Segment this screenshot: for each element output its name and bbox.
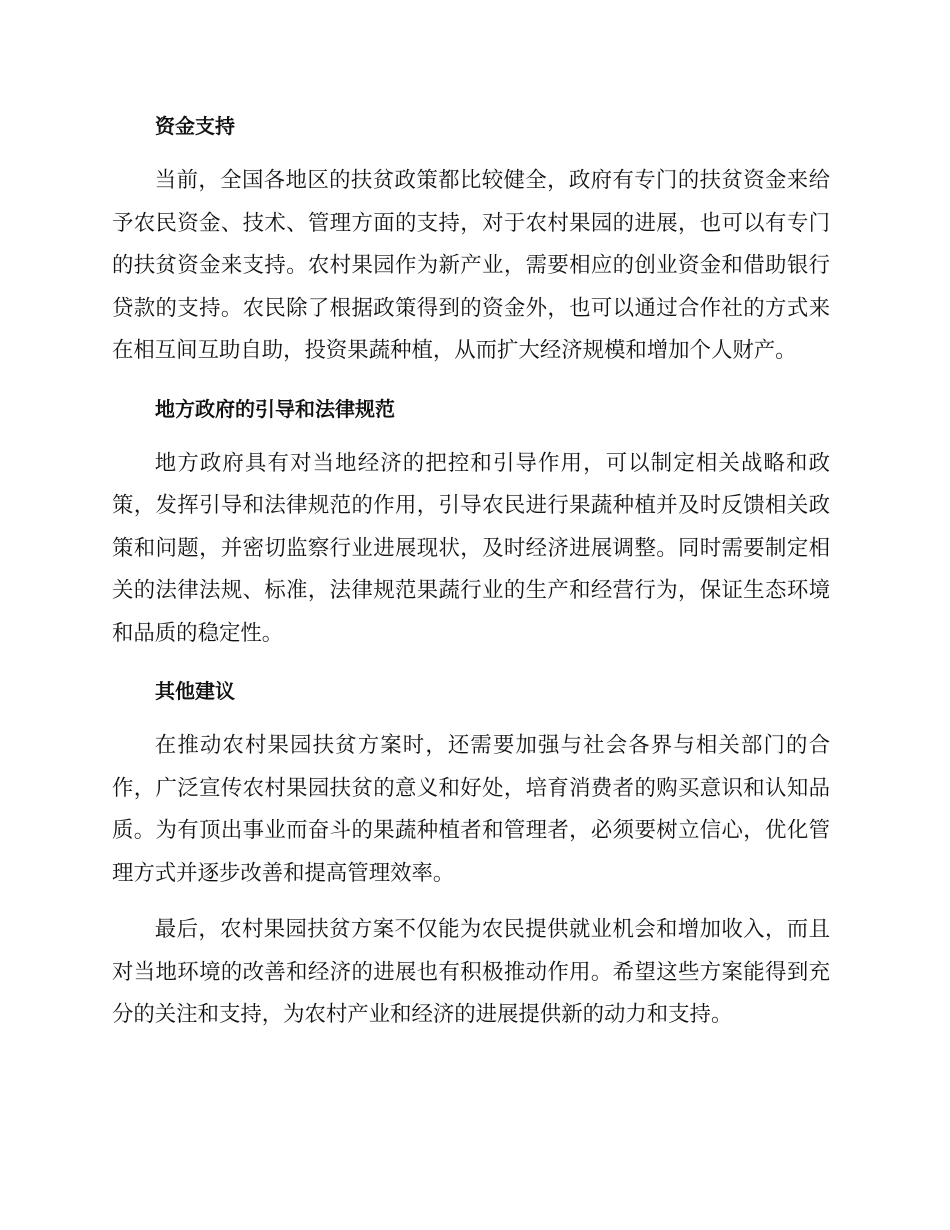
paragraph-funding: 当前，全国各地区的扶贫政策都比较健全，政府有专门的扶贫资金来给予农民资金、技术、管理方面的支持，对于农村果园的进展，也可以有专门的扶贫资金来支持。农村果园作为新产业，需要相应的创业资金和借助银行贷款的支持。农民除了根据政策得到的资金外，也可以通过合作社的方式来在相互间互助自助，投资果蔬种植，从而扩大经济规模和增加个人财产。 [112, 168, 830, 363]
section-heading-government: 地方政府的引导和法律规范 [155, 396, 395, 421]
document-page [112, 104, 830, 1037]
paragraph-conclusion: 最后，农村果园扶贫方案不仅能为农民提供就业机会和增加收入，而且对当地环境的改善和经济的进展也有积极推动作用。希望这些方案能得到充分的关注和支持，为农村产业和经济的进展提供新的动力和支持。 [112, 917, 830, 1027]
spacer [112, 655, 830, 669]
spacer [112, 373, 830, 387]
paragraph-government: 地方政府具有对当地经济的把控和引导作用，可以制定相关战略和政策，发挥引导和法律规范的作用，引导农民进行果蔬种植并及时反馈相关政策和问题，并密切监察行业进展现状，及时经济进展调整。同时需要制定相关的法律法规、标准，法律规范果蔬行业的生产和经营行为，保证生态环境和品质的稳定性。 [112, 450, 830, 646]
spacer [112, 149, 830, 160]
spacer [112, 432, 830, 443]
spacer [112, 714, 830, 725]
section-heading-funding: 资金支持 [155, 114, 235, 138]
spacer [112, 895, 830, 909]
section-heading-other: 其他建议 [155, 679, 235, 703]
paragraph-other-suggestions: 在推动农村果园扶贫方案时，还需要加强与社会各界与相关部门的合作，广泛宣传农村果园扶贫的意义和好处，培育消费者的购买意识和认知品质。为有顶出事业而奋斗的果蔬种植者和管理者，必须要树立信心，优化管理方式并逐步改善和提高管理效率。 [112, 733, 830, 886]
